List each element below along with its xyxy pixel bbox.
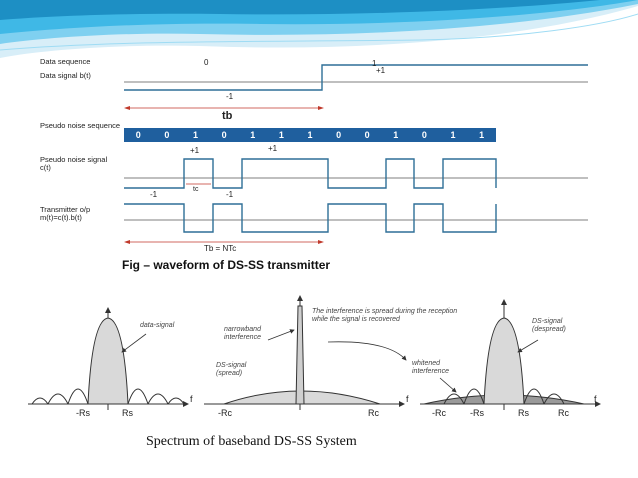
pn-bit: 0 (364, 130, 370, 140)
pn-signal-trace (124, 159, 496, 188)
pn-sequence-bar (124, 128, 496, 142)
tc-label: tc (193, 186, 199, 193)
spectrum-caption: Spectrum of baseband DS-SS System (146, 434, 357, 449)
tb-ntc-label: Tb = NTc (204, 244, 237, 253)
data-sequence-label: Data sequence (40, 57, 91, 66)
data-signal-label: Data signal b(t) (40, 71, 91, 80)
pn-bit: 0 (135, 130, 141, 140)
panel1-main-lobe (88, 318, 128, 404)
panel1-axis-rs: Rs (122, 408, 133, 418)
panel2-axis-neg-rc: -Rc (218, 408, 232, 418)
panel2-narrowband-spike (296, 306, 304, 404)
data-bit-1: 1 (372, 59, 377, 68)
pn-signal-label: Pseudo noise signal c(t) (40, 155, 108, 172)
panel2-note: The interference is spread during the reception while the signal is recovered (312, 308, 458, 323)
spectrum-figure (28, 290, 608, 430)
pn-minus-left: -1 (150, 190, 158, 199)
panel1-axis-neg-rs: -Rs (76, 408, 90, 418)
panel2-axis-f: f (406, 394, 409, 404)
pn-plus-left: +1 (190, 146, 200, 155)
data-bit-0: 0 (204, 58, 209, 67)
panel3-axis-neg-rc: -Rc (432, 408, 446, 418)
panel1-data-signal-label: data-signal (140, 322, 175, 329)
pn-bit: 1 (250, 130, 256, 140)
panel3-despread-lobe (484, 318, 524, 404)
panel3-axis-neg-rs: -Rs (470, 408, 484, 418)
tb-label: tb (222, 110, 233, 122)
pn-bit: 0 (164, 130, 170, 140)
panel1-axis-f: f (190, 394, 193, 404)
pn-sequence-label: Pseudo noise sequence (40, 121, 121, 130)
pn-bit: 0 (336, 130, 342, 140)
data-level-minus: -1 (226, 92, 234, 101)
data-level-plus: +1 (376, 66, 386, 75)
pn-bit: 1 (479, 130, 485, 140)
tx-output-label: Transmitter o/p m(t)=c(t).b(t) (40, 205, 91, 222)
panel3-axis-f: f (594, 394, 597, 404)
figure-caption: Fig – waveform of DS-SS transmitter (122, 258, 331, 272)
ds-ss-transmitter-figure (36, 56, 594, 282)
pn-bit: 1 (307, 130, 313, 140)
pn-minus-mid: -1 (226, 190, 234, 199)
panel3-axis-rs: Rs (518, 408, 529, 418)
panel3-ds-signal-label: DS-signal (despread) (532, 318, 566, 333)
pn-bit: 1 (450, 130, 456, 140)
pn-bit: 0 (421, 130, 427, 140)
header-wave-decoration (0, 0, 638, 60)
pn-plus-mid: +1 (268, 144, 278, 153)
panel3-axis-rc: Rc (558, 408, 569, 418)
panel2-axis-rc: Rc (368, 408, 379, 418)
pn-bit: 0 (221, 130, 227, 140)
pn-bit: 1 (193, 130, 199, 140)
panel2-narrowband-label: narrowband interference (224, 326, 261, 341)
panel3-whitened-label: whitened interference (412, 360, 449, 375)
data-signal-trace (124, 65, 588, 90)
pn-bit: 1 (278, 130, 284, 140)
pn-bit: 1 (393, 130, 399, 140)
tx-output-trace (124, 204, 496, 232)
panel2-ds-signal-label: DS-signal (spread) (216, 362, 247, 377)
